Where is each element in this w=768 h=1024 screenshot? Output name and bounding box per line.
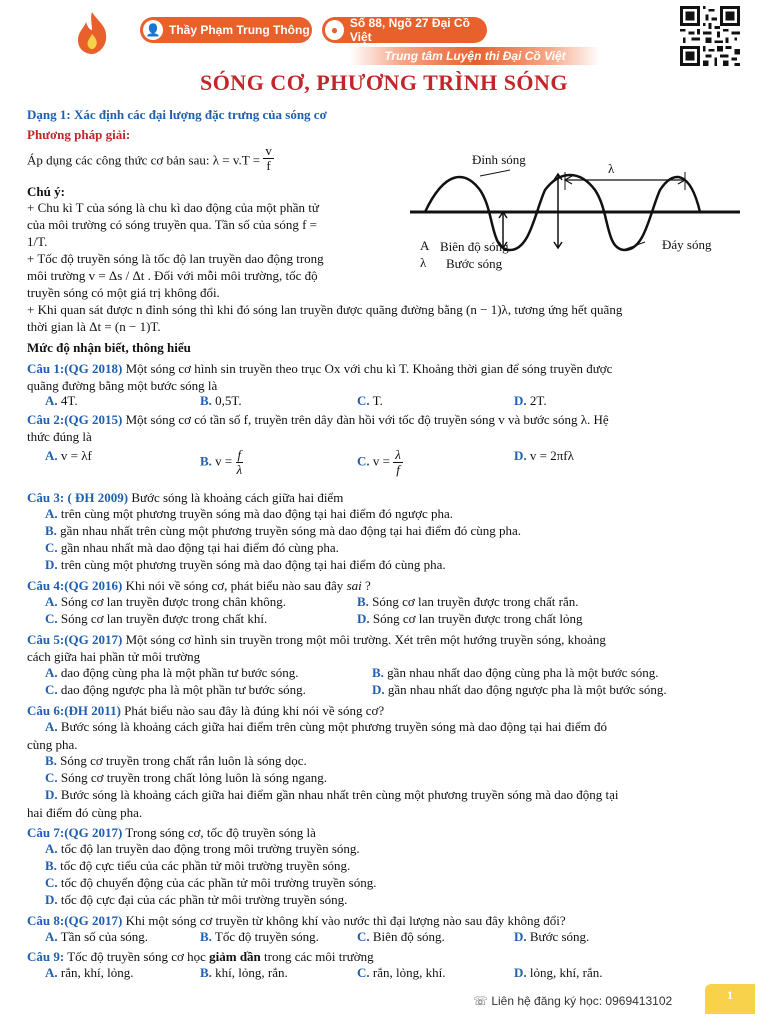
question-number: Câu 5: xyxy=(27,632,65,647)
option-letter: A. xyxy=(45,929,58,944)
option-text: 4T. xyxy=(57,393,78,408)
option-text: khí, lỏng, rắn. xyxy=(211,965,288,980)
amplitude-label: Biên độ sóng xyxy=(440,239,509,254)
option-letter: C. xyxy=(45,540,58,555)
contact-text: Liên hệ đăng ký học: 0969413102 xyxy=(491,994,673,1008)
phone-icon: ☏ xyxy=(473,994,492,1008)
option-letter: D. xyxy=(514,448,527,463)
answer-option[interactable] xyxy=(45,557,446,573)
question-stem xyxy=(27,411,742,428)
answer-option[interactable] xyxy=(45,682,306,698)
option-letter: B. xyxy=(357,594,369,609)
answer-option[interactable] xyxy=(45,770,327,786)
note2-b: môi trường v = Δs / Δt . Đối với mỗi môi trường, tốc độ xyxy=(27,268,318,283)
option-letter: C. xyxy=(357,453,370,469)
option-text: Bước sóng. xyxy=(526,929,590,944)
question-text: Khi nói về sóng cơ, phát biểu nào sau đây xyxy=(122,578,347,593)
option-letter: D. xyxy=(45,557,58,572)
question-number: Câu 4: xyxy=(27,578,65,593)
option-fraction: $\frac{\lambda}{f}$ xyxy=(395,447,401,477)
note1-a: + Chu kì T của sóng là chu kì dao động của một phần tử xyxy=(27,200,319,215)
option-letter: B. xyxy=(200,965,212,980)
answer-option[interactable] xyxy=(357,965,445,981)
option-text: dao động cùng pha là một phần tư bước sóng. xyxy=(57,665,299,680)
answer-option[interactable] xyxy=(45,965,133,981)
answer-option[interactable] xyxy=(200,393,242,409)
option-text: gần nhau nhất mà dao động tại hai điểm đó cùng pha. xyxy=(57,540,339,555)
amplitude-symbol: A xyxy=(420,238,430,253)
option-text: Biên độ sóng. xyxy=(369,929,445,944)
option-fraction: $\frac{f}{\lambda}$ xyxy=(236,447,243,477)
option-letter: C. xyxy=(357,965,370,980)
note2-c: truyền sóng có một giá trị không đổi. xyxy=(27,285,220,300)
question-text: Một sóng cơ hình sin truyền theo trục Ox với chu kì T. Khoảng thời gian để sóng truyền được xyxy=(122,361,613,376)
section-heading: Dạng 1: Xác định các đại lượng đặc trưng của sóng cơ xyxy=(27,107,327,122)
answer-option[interactable] xyxy=(45,448,92,464)
question-text-end: ? xyxy=(361,578,371,593)
question-source: (QG 2017) xyxy=(64,632,123,647)
answer-option[interactable] xyxy=(45,858,350,874)
note2-a: + Tốc độ truyền sóng là tốc độ lan truyền dao động trong xyxy=(27,251,324,266)
address-badge xyxy=(322,17,487,43)
option-text: lỏng, khí, rắn. xyxy=(526,965,603,980)
question-emphasis: giảm dần xyxy=(209,949,261,964)
answer-option[interactable] xyxy=(372,665,659,681)
question-number: Câu 2: xyxy=(27,412,65,427)
option-letter: D. xyxy=(372,682,385,697)
question-stem xyxy=(27,702,742,719)
option-text: Bước sóng là khoảng cách giữa hai điểm gần nhau nhất trên cùng một phương truyền sóng mà dao động tại xyxy=(57,787,619,802)
answer-option[interactable] xyxy=(372,682,667,698)
method-heading: Phương pháp giải: xyxy=(27,127,131,142)
question-text-end: trong các môi trường xyxy=(260,949,374,964)
note-title: Chú ý: xyxy=(27,184,65,199)
answer-option[interactable] xyxy=(45,506,453,522)
answer-option[interactable] xyxy=(514,929,589,945)
wavelength-label: Bước sóng xyxy=(446,256,503,271)
option-text: Tốc độ truyền sóng. xyxy=(211,929,319,944)
page-number: 1 xyxy=(705,984,755,1014)
answer-option[interactable] xyxy=(45,594,286,610)
question-stem xyxy=(27,948,742,965)
option-letter: A. xyxy=(45,719,58,734)
option-text: gần nhau nhất dao động cùng pha là một bước sóng. xyxy=(383,665,659,680)
fraction-denominator: f xyxy=(266,158,271,173)
answer-option[interactable] xyxy=(45,719,607,735)
question-stem xyxy=(27,631,742,648)
option-text: Sóng cơ lan truyền được trong chân không. xyxy=(57,594,287,609)
option-letter: A. xyxy=(45,965,58,980)
answer-option[interactable] xyxy=(200,929,319,945)
user-icon: 👤 xyxy=(143,20,163,40)
question-number: Câu 3: xyxy=(27,490,65,505)
answer-option[interactable] xyxy=(45,540,339,556)
question-text: Một sóng cơ hình sin truyền trong một môi trường. Xét trên một hướng truyền sóng, khoảng xyxy=(122,632,606,647)
answer-option[interactable] xyxy=(45,523,521,539)
level-heading: Mức độ nhận biết, thông hiểu xyxy=(27,340,191,355)
crest-label: Đỉnh sóng xyxy=(472,152,526,167)
option-letter: D. xyxy=(514,393,527,408)
answer-option[interactable] xyxy=(45,787,619,803)
tagline: Trung tâm Luyện thi Đại Cồ Việt xyxy=(350,47,600,65)
question-text: Khi một sóng cơ truyền từ không khí vào nước thì đại lượng nào sau đây không đổi? xyxy=(122,913,566,928)
question-text-cont: thức đúng là xyxy=(27,429,92,444)
option-letter: B. xyxy=(372,665,384,680)
note3-b: thời gian là Δt = (n − 1)T. xyxy=(27,319,161,334)
option-letter: D. xyxy=(45,892,58,907)
option-text: tốc độ lan truyền dao động trong môi trường truyền sóng. xyxy=(57,841,360,856)
option-text: Tần số của sóng. xyxy=(57,929,149,944)
option-letter: B. xyxy=(45,858,57,873)
answer-option[interactable] xyxy=(357,594,579,610)
answer-option[interactable] xyxy=(200,965,288,981)
option-letter: D. xyxy=(45,787,58,802)
teacher-badge xyxy=(140,17,312,43)
formula-fraction xyxy=(263,144,274,173)
option-letter: C. xyxy=(357,393,370,408)
question-text-cont: cách giữa hai phần tử môi trường xyxy=(27,649,201,664)
wavelength-symbol: λ xyxy=(420,255,427,270)
address-text: Số 88, Ngõ 27 Đại Cồ Việt xyxy=(349,16,470,44)
option-text: tốc độ cực tiểu của các phần tử môi trường truyền sóng. xyxy=(56,858,351,873)
option-letter: B. xyxy=(200,393,212,408)
option-text: tốc độ cực đại của các phần tử môi trường truyền sóng. xyxy=(57,892,348,907)
option-text: Sóng cơ lan truyền được trong chất lỏng xyxy=(369,611,583,626)
trough-label: Đáy sóng xyxy=(662,237,712,252)
note1-b: của môi trường có sóng truyền qua. Tần số của sóng f = xyxy=(27,217,317,232)
option-letter: A. xyxy=(45,393,58,408)
lambda-label: λ xyxy=(608,161,615,176)
question-source: (QG 2017) xyxy=(64,913,123,928)
apply-text: Áp dụng các công thức cơ bản sau: λ = v.T = xyxy=(27,152,264,168)
option-text: Sóng cơ truyền trong chất rắn luôn là sóng dọc. xyxy=(56,753,307,768)
option-letter: D. xyxy=(514,965,527,980)
page-title: SÓNG CƠ, PHƯƠNG TRÌNH SÓNG xyxy=(199,70,569,95)
option-letter: C. xyxy=(45,682,58,697)
location-icon: ● xyxy=(325,20,344,40)
option-letter: B. xyxy=(45,753,57,768)
note3-a: + Khi quan sát được n đỉnh sóng thì khi đó sóng lan truyền được quãng đường bằng (n − 1)λ, tương ứng hết quãng xyxy=(27,302,623,317)
question-stem xyxy=(27,489,742,506)
question-text: Tốc độ truyền sóng cơ học xyxy=(64,949,210,964)
answer-option[interactable] xyxy=(45,929,148,945)
note1-c: 1/T. xyxy=(27,234,48,249)
question-stem xyxy=(27,824,742,841)
option-text-cont: cùng pha. xyxy=(27,737,78,752)
option-letter: C. xyxy=(45,611,58,626)
answer-option[interactable] xyxy=(45,875,376,891)
question-stem xyxy=(27,360,742,377)
qr-code-icon xyxy=(680,6,740,66)
fraction-numerator: v xyxy=(265,143,272,158)
option-text: 0,5T. xyxy=(211,393,242,408)
option-text: v = xyxy=(369,453,394,469)
question-text: Phát biểu nào sau đây là đúng khi nói về sóng cơ? xyxy=(120,703,385,718)
question-number: Câu 8: xyxy=(27,913,65,928)
question-text: Trong sóng cơ, tốc độ truyền sóng là xyxy=(122,825,316,840)
answer-option[interactable] xyxy=(45,611,267,627)
option-text: Sóng cơ lan truyền được trong chất khí. xyxy=(57,611,268,626)
question-source: (QG 2017) xyxy=(64,825,123,840)
question-source: (QG 2018) xyxy=(64,361,123,376)
question-number: Câu 9: xyxy=(27,949,65,964)
answer-option[interactable] xyxy=(514,448,574,464)
answer-option[interactable] xyxy=(45,753,307,769)
option-letter: C. xyxy=(45,875,58,890)
option-text: trên cùng một phương truyền sóng mà dao động tại hai điểm đó cùng pha. xyxy=(57,557,446,572)
option-text: T. xyxy=(369,393,383,408)
option-letter: C. xyxy=(357,929,370,944)
option-text-cont: hai điểm đó cùng pha. xyxy=(27,805,143,820)
question-source: (ĐH 2011) xyxy=(64,703,121,718)
option-text: v = 2πfλ xyxy=(526,448,574,463)
answer-option[interactable] xyxy=(357,929,445,945)
crest-pointer xyxy=(480,170,510,176)
answer-option[interactable] xyxy=(514,965,602,981)
option-text: 2T. xyxy=(526,393,547,408)
answer-option[interactable] xyxy=(357,611,583,627)
answer-option[interactable] xyxy=(45,892,347,908)
question-stem xyxy=(27,912,742,929)
option-letter: D. xyxy=(357,611,370,626)
answer-option[interactable] xyxy=(357,393,383,409)
answer-option[interactable] xyxy=(357,448,403,477)
option-letter: B. xyxy=(45,523,57,538)
question-source: ( ĐH 2009) xyxy=(64,490,129,505)
option-text: gần nhau nhất trên cùng một phương truyền sóng mà dao động tại hai điểm đó cùng pha. xyxy=(56,523,522,538)
question-source: (QG 2015) xyxy=(64,412,123,427)
question-number: Câu 6: xyxy=(27,703,65,718)
question-number: Câu 1: xyxy=(27,361,65,376)
answer-option[interactable] xyxy=(45,665,298,681)
option-text: dao động ngược pha là một phần tư bước sóng. xyxy=(57,682,306,697)
option-text: trên cùng một phương truyền sóng mà dao động tại hai điểm đó ngược pha. xyxy=(57,506,454,521)
option-text: Sóng cơ truyền trong chất lỏng luôn là sóng ngang. xyxy=(57,770,328,785)
option-letter: A. xyxy=(45,665,58,680)
footer-contact xyxy=(473,994,672,1008)
question-emphasis: sai xyxy=(346,578,362,593)
option-text: v = λf xyxy=(57,448,92,463)
option-letter: B. xyxy=(200,453,212,469)
question-stem xyxy=(27,577,742,594)
teacher-name: Thầy Phạm Trung Thông xyxy=(169,23,310,37)
option-letter: A. xyxy=(45,841,58,856)
page-header xyxy=(0,0,768,70)
trough-pointer xyxy=(623,242,645,250)
flame-logo-icon xyxy=(68,8,116,56)
option-text: Sóng cơ lan truyền được trong chất rắn. xyxy=(368,594,579,609)
option-text: Bước sóng là khoảng cách giữa hai điểm trên cùng một phương truyền sóng mà dao động tại hai điểm đó xyxy=(57,719,607,734)
option-letter: A. xyxy=(45,448,58,463)
option-letter: A. xyxy=(45,506,58,521)
option-letter: D. xyxy=(514,929,527,944)
option-text: gần nhau nhất dao động ngược pha là một bước sóng. xyxy=(384,682,667,697)
option-letter: B. xyxy=(200,929,212,944)
question-text: Bước sóng là khoảng cách giữa hai điểm xyxy=(128,490,344,505)
option-text: rắn, lỏng, khí. xyxy=(369,965,446,980)
question-text: Một sóng cơ có tần số f, truyền trên dây đàn hồi với tốc độ truyền sóng v và bước sóng λ. Hệ xyxy=(122,412,609,427)
option-letter: A. xyxy=(45,594,58,609)
answer-option[interactable] xyxy=(45,393,78,409)
answer-option[interactable] xyxy=(200,448,243,477)
option-text: v = xyxy=(211,453,236,469)
question-number: Câu 7: xyxy=(27,825,65,840)
question-text-cont: quãng đường bằng một bước sóng là xyxy=(27,378,218,393)
option-text: rắn, khí, lỏng. xyxy=(57,965,134,980)
answer-option[interactable] xyxy=(514,393,547,409)
question-source: (QG 2016) xyxy=(64,578,123,593)
option-letter: C. xyxy=(45,770,58,785)
answer-option[interactable] xyxy=(45,841,360,857)
option-text: tốc độ chuyển động của các phần tử môi trường truyền sóng. xyxy=(57,875,377,890)
